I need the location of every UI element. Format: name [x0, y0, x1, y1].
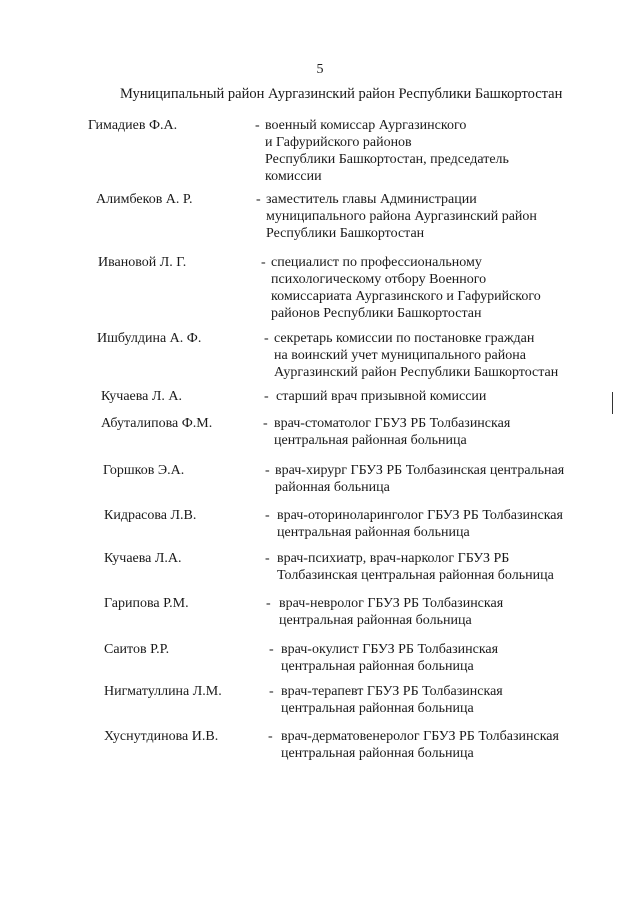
member-name: Нигматуллина Л.М. [104, 684, 222, 699]
role-dash: - [261, 255, 266, 270]
role-dash: - [269, 684, 274, 699]
member-name: Кучаева Л.А. [104, 551, 182, 566]
role-line: комиссии [265, 169, 322, 184]
role-dash: - [264, 331, 269, 346]
role-line: заместитель главы Администрации [266, 192, 477, 207]
role-dash: - [256, 192, 261, 207]
role-dash: - [263, 416, 268, 431]
page-heading: Муниципальный район Аургазинский район Республики Башкортостан [120, 86, 563, 102]
page-number: 5 [316, 62, 324, 77]
member-name: Ивановой Л. Г. [98, 255, 187, 270]
role-line: врач-хирург ГБУЗ РБ Толбазинская центральная [275, 463, 565, 478]
member-name: Гарипова Р.М. [104, 596, 189, 611]
role-line: центральная районная больница [274, 433, 467, 448]
role-line: и Гафурийского районов [265, 135, 412, 150]
role-dash: - [265, 463, 270, 478]
member-role [266, 191, 537, 242]
role-line: центральная районная больница [279, 613, 472, 628]
role-line: Аургазинский район Республики Башкортостан [274, 365, 559, 380]
member-role [277, 550, 554, 584]
role-line: центральная районная больница [281, 701, 474, 716]
role-dash: - [255, 118, 260, 133]
margin-mark [612, 392, 613, 414]
role-line: врач-невролог ГБУЗ РБ Толбазинская [279, 596, 504, 611]
role-line: Толбазинская центральная районная больница [277, 568, 554, 583]
role-line: Республики Башкортостан [266, 226, 425, 241]
member-name: Ишбулдина А. Ф. [97, 331, 202, 346]
role-dash: - [265, 508, 270, 523]
role-line: центральная районная больница [281, 659, 474, 674]
role-line: врач-терапевт ГБУЗ РБ Толбазинская [281, 684, 503, 699]
role-line: военный комиссар Аургазинского [265, 118, 467, 133]
role-line: центральная районная больница [281, 746, 474, 761]
member-role [276, 388, 486, 405]
role-line: районов Республики Башкортостан [271, 306, 482, 321]
member-role [275, 462, 564, 496]
member-name: Абуталипова Ф.М. [101, 416, 213, 431]
member-name: Алимбеков А. Р. [96, 192, 193, 207]
role-dash: - [265, 551, 270, 566]
member-name: Саитов Р.Р. [104, 642, 170, 657]
role-dash: - [269, 642, 274, 657]
member-name: Кидрасова Л.В. [104, 508, 197, 523]
role-line: секретарь комиссии по постановке граждан [274, 331, 535, 346]
member-name: Гимадиев Ф.А. [88, 118, 178, 133]
role-line: старший врач призывной комиссии [276, 389, 487, 404]
member-role [274, 415, 510, 449]
member-name: Кучаева Л. А. [101, 389, 182, 404]
role-line: врач-оториноларинголог ГБУЗ РБ Толбазинская [277, 508, 563, 523]
role-line: комиссариата Аургазинского и Гафурийского [271, 289, 541, 304]
role-line: специалист по профессиональному [271, 255, 482, 270]
member-role [265, 117, 509, 185]
role-line: врач-дерматовенеролог ГБУЗ РБ Толбазинская [281, 729, 559, 744]
role-line: муниципального района Аургазинский район [266, 209, 537, 224]
role-line: Республики Башкортостан, председатель [265, 152, 509, 167]
member-role [281, 641, 498, 675]
member-name: Хуснутдинова И.В. [104, 729, 219, 744]
role-line: на воинский учет муниципального района [274, 348, 526, 363]
role-line: районная больница [275, 480, 390, 495]
role-dash: - [264, 389, 269, 404]
member-name: Горшков Э.А. [103, 463, 185, 478]
role-line: врач-психиатр, врач-нарколог ГБУЗ РБ [277, 551, 510, 566]
role-dash: - [266, 596, 271, 611]
role-line: центральная районная больница [277, 525, 470, 540]
member-role [281, 728, 559, 762]
member-role [277, 507, 563, 541]
role-dash: - [268, 729, 273, 744]
role-line: врач-окулист ГБУЗ РБ Толбазинская [281, 642, 499, 657]
member-role [281, 683, 503, 717]
role-line: психологическому отбору Военного [271, 272, 487, 287]
member-role [271, 254, 541, 322]
role-line: врач-стоматолог ГБУЗ РБ Толбазинская [274, 416, 511, 431]
member-role [274, 330, 558, 381]
member-role [279, 595, 503, 629]
